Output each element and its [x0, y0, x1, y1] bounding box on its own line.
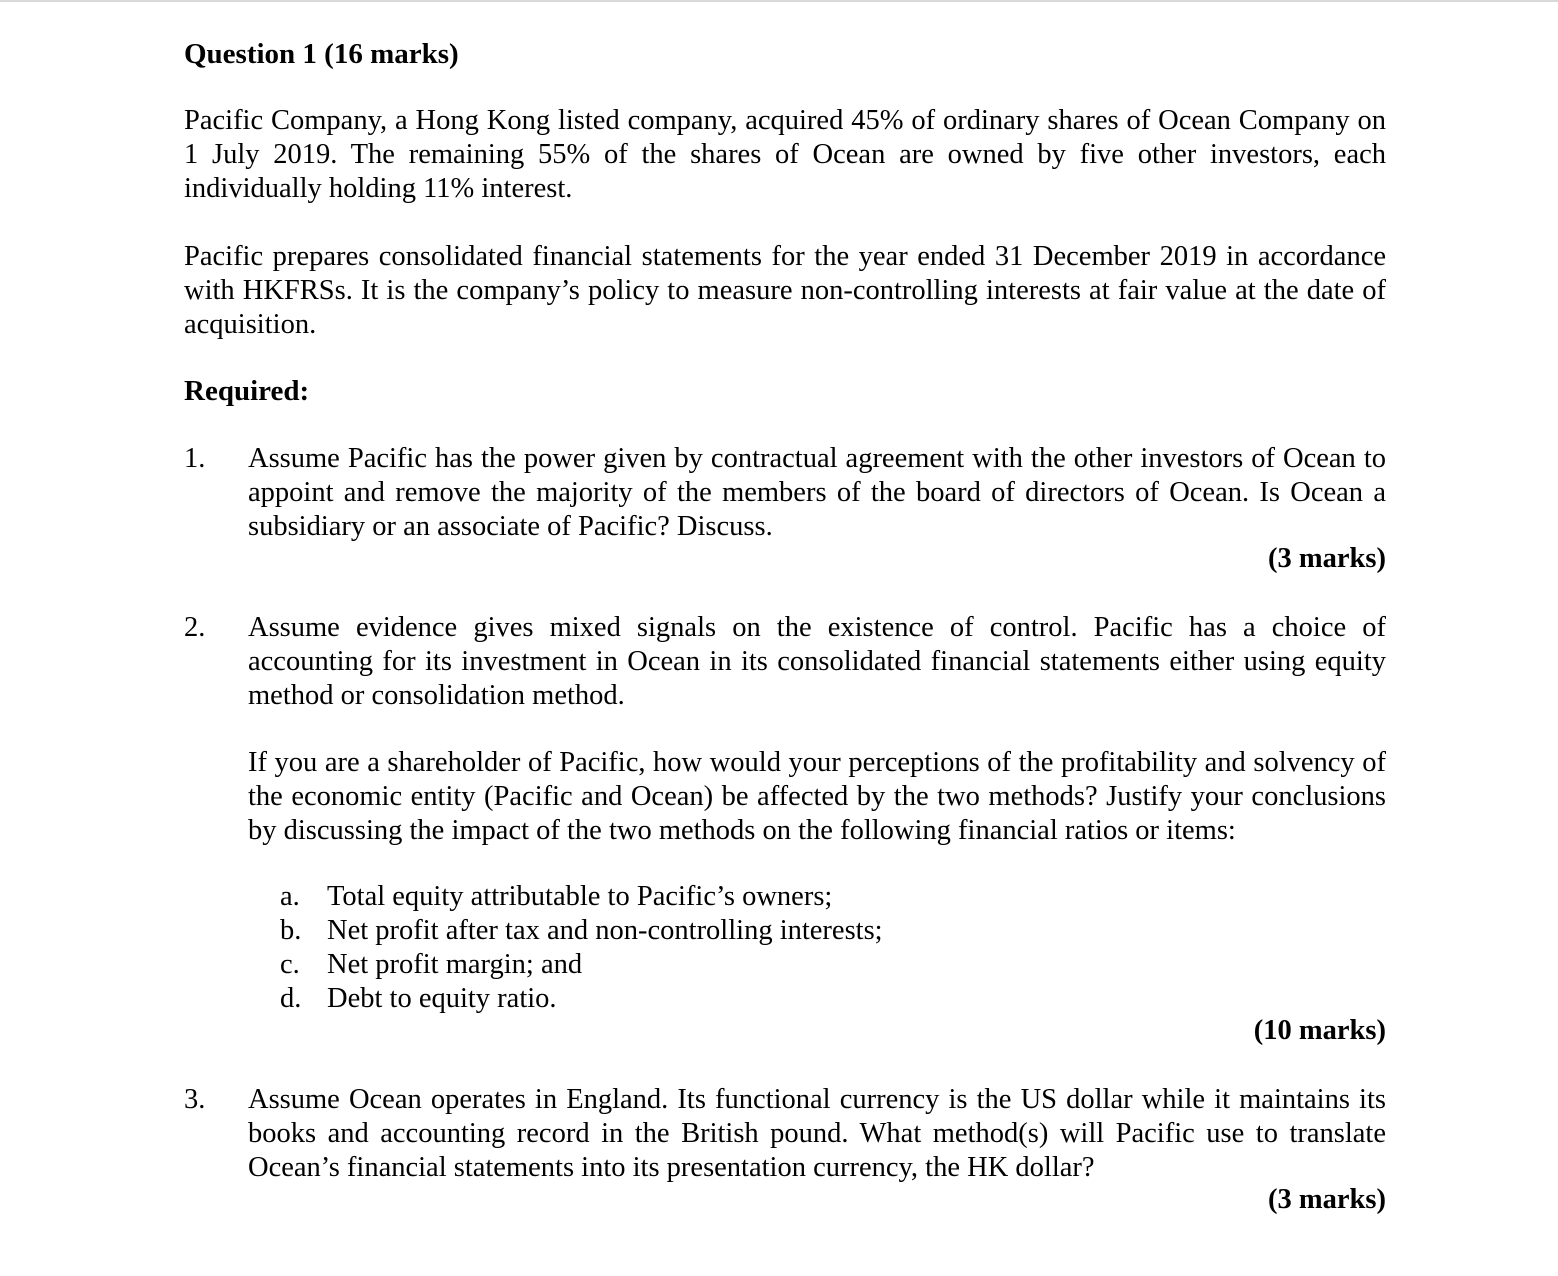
question-3-number: 3.: [184, 1084, 206, 1115]
question-3-text: Assume Ocean operates in England. Its functional currency is the US dollar while it maintains its books and accounting record in the British pound. What method(s) will Pacific use to translate Ocean’s financial statements into its presentation currency, the HK dollar?: [248, 1084, 1386, 1183]
question-2-followup-text: If you are a shareholder of Pacific, how would your perceptions of the profitability and solvency of the economic entity (Pacific and Ocean) be affected by the two methods? Justify your conclusions by discussing the impact of the two methods on the following financial ratios or items:: [248, 747, 1386, 846]
question-2-number: 2.: [184, 612, 206, 643]
list-item-letter: b.: [280, 915, 302, 946]
list-item-text: Debt to equity ratio.: [327, 983, 557, 1014]
question-2-text: Assume evidence gives mixed signals on the existence of control. Pacific has a choice of accounting for its investment in Ocean in its consolidated financial statements either using equity method or consolidation method.: [248, 612, 1386, 711]
list-item-letter: c.: [280, 949, 300, 980]
required-heading: Required:: [184, 375, 310, 407]
question-1-number: 1.: [184, 443, 206, 474]
top-divider: [0, 0, 1558, 2]
list-item-letter: a.: [280, 881, 300, 912]
list-item-text: Total equity attributable to Pacific’s owners;: [327, 881, 833, 912]
intro-paragraph-1: Pacific Company, a Hong Kong listed company, acquired 45% of ordinary shares of Ocean Company on 1 July 2019. The remaining 55% of the shares of Ocean are owned by five other investors, each individually holding 11% interest.: [184, 105, 1386, 204]
intro-paragraph-2: Pacific prepares consolidated financial statements for the year ended 31 December 2019 in accordance with HKFRSs. It is the company’s policy to measure non-controlling interests at fair value at the date of acquisition.: [184, 241, 1386, 340]
question-1-marks: (3 marks): [1268, 543, 1386, 574]
list-item-text: Net profit after tax and non-controlling interests;: [327, 915, 883, 946]
question-2-marks: (10 marks): [1253, 1015, 1386, 1046]
question-3-marks: (3 marks): [1268, 1184, 1386, 1215]
list-item-letter: d.: [280, 983, 302, 1014]
question-title: Question 1 (16 marks): [184, 38, 459, 70]
list-item-text: Net profit margin; and: [327, 949, 583, 980]
question-1-text: Assume Pacific has the power given by contractual agreement with the other investors of Ocean to appoint and remove the majority of the members of the board of directors of Ocean. Is Ocean a subsidiary or an associate of Pacific? Discuss.: [248, 443, 1386, 542]
